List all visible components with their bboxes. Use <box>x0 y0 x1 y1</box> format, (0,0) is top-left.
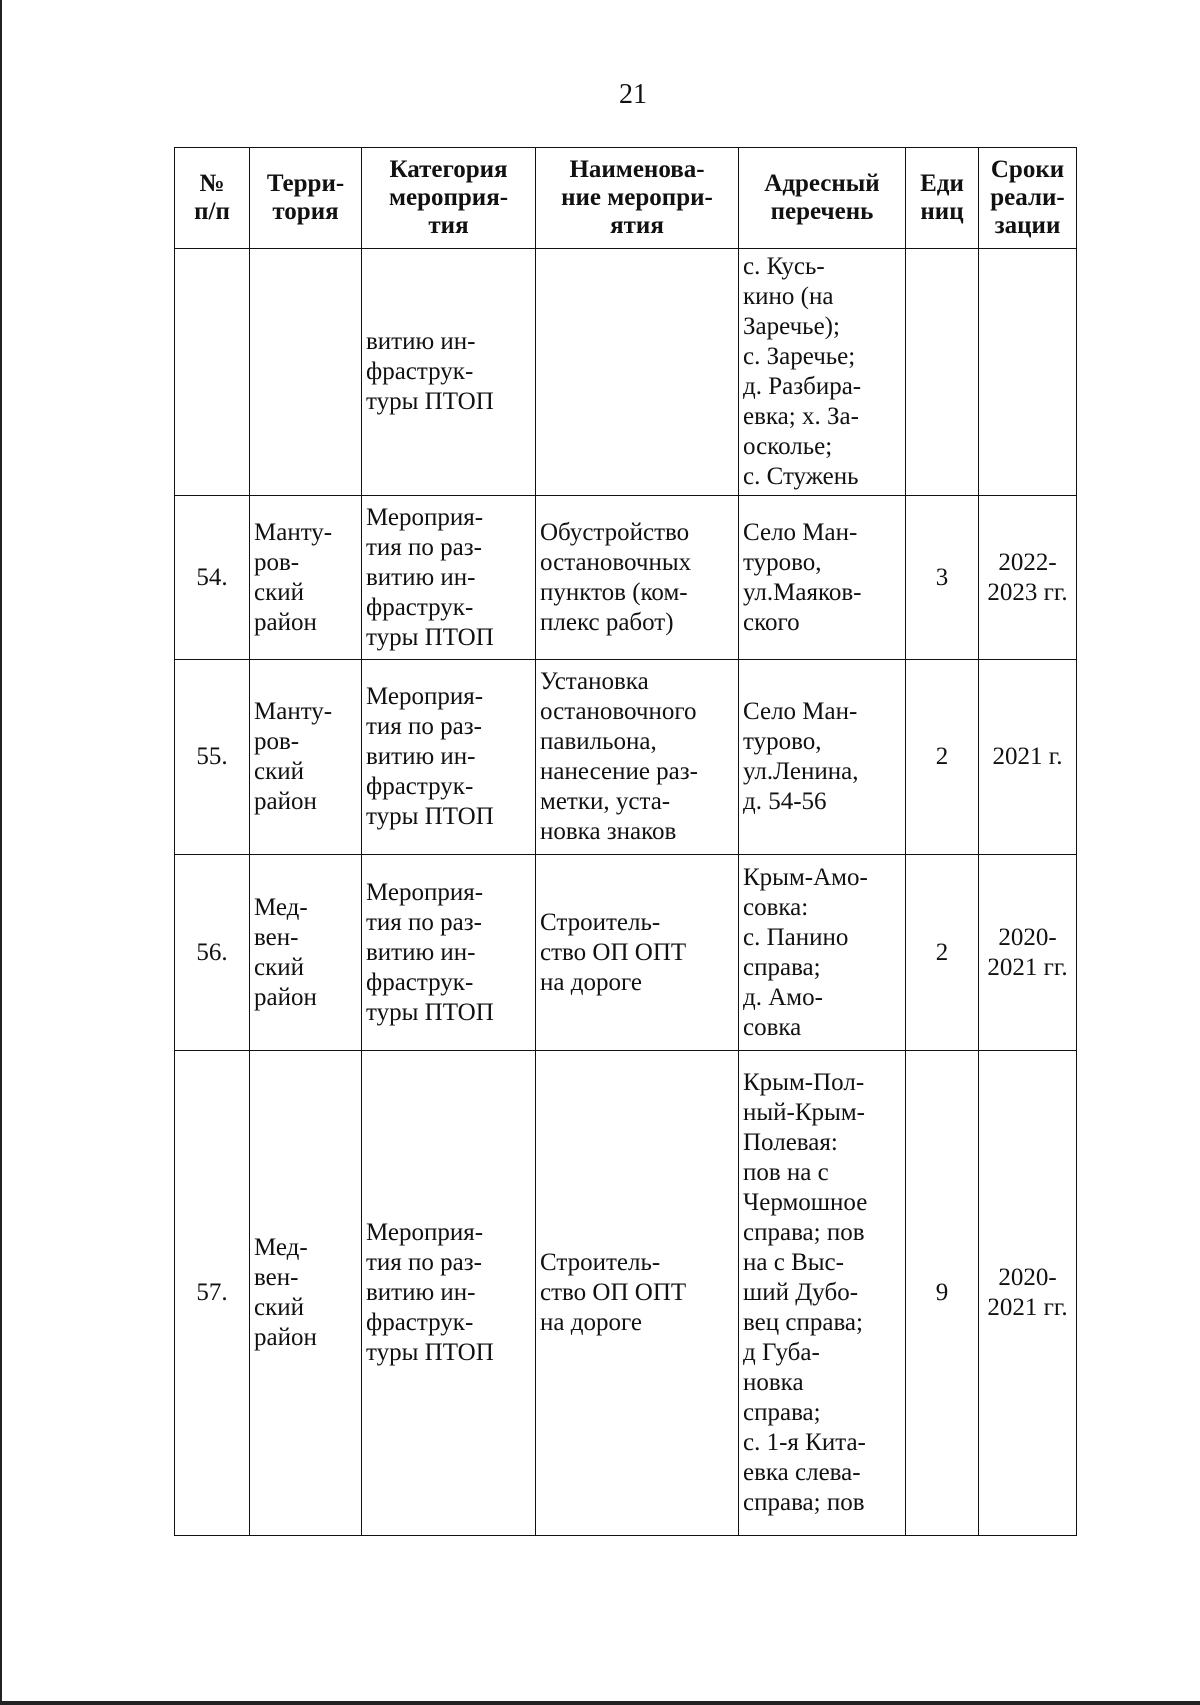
cell-territory <box>250 249 362 496</box>
header-period: Сроки реали- зации <box>979 148 1077 249</box>
cell-category: Мероприя- тия по раз- витию ин- фраструк- туры ПТОП <box>362 496 536 660</box>
cell-period: 2022- 2023 гг. <box>979 496 1077 660</box>
cell-period: 2020- 2021 гг. <box>979 1051 1077 1536</box>
cell-num: 57. <box>175 1051 250 1536</box>
cell-territory: Манту- ров- ский район <box>250 496 362 660</box>
cell-period: 2020- 2021 гг. <box>979 855 1077 1051</box>
cell-num: 55. <box>175 660 250 855</box>
cell-name: Строитель- ство ОП ОПТ на дороге <box>536 855 739 1051</box>
cell-period: 2021 г. <box>979 660 1077 855</box>
cell-name: Установка остановочного павильона, нанесение раз- метки, уста- новка знаков <box>536 660 739 855</box>
cell-num: 54. <box>175 496 250 660</box>
cell-category: Мероприя- тия по раз- витию ин- фраструк- туры ПТОП <box>362 1051 536 1536</box>
table-row <box>175 660 1077 855</box>
cell-address: с. Кусь- кино (на Заречье); с. Заречье; д. Разбира- евка; х. За- осколье; с. Стужень <box>739 249 906 496</box>
cell-territory: Манту- ров- ский район <box>250 660 362 855</box>
table-row <box>175 1051 1077 1536</box>
header-category: Категория мероприя- тия <box>362 148 536 249</box>
header-address: Адресный перечень <box>739 148 906 249</box>
cell-units: 3 <box>906 496 979 660</box>
header-units: Еди ниц <box>906 148 979 249</box>
cell-name: Строитель- ство ОП ОПТ на дороге <box>536 1051 739 1536</box>
table-row <box>175 496 1077 660</box>
scan-edge-bottom <box>0 1701 1200 1705</box>
page-number: 21 <box>619 79 647 110</box>
cell-category: витию ин- фраструк- туры ПТОП <box>362 249 536 496</box>
cell-units <box>906 249 979 496</box>
cell-units: 2 <box>906 660 979 855</box>
cell-territory: Мед- вен- ский район <box>250 855 362 1051</box>
cell-name: Обустройство остановочных пунктов (ком- плекс работ) <box>536 496 739 660</box>
table-header-row <box>175 148 1077 249</box>
cell-num <box>175 249 250 496</box>
cell-units: 9 <box>906 1051 979 1536</box>
cell-address: Крым-Амо- совка: с. Панино справа; д. Амо- совка <box>739 855 906 1051</box>
cell-name <box>536 249 739 496</box>
header-num: № п/п <box>175 148 250 249</box>
cell-units: 2 <box>906 855 979 1051</box>
measures-table <box>174 147 1077 1536</box>
cell-num: 56. <box>175 855 250 1051</box>
cell-category: Мероприя- тия по раз- витию ин- фраструк- туры ПТОП <box>362 660 536 855</box>
header-territory: Терри- тория <box>250 148 362 249</box>
cell-category: Мероприя- тия по раз- витию ин- фраструк- туры ПТОП <box>362 855 536 1051</box>
cell-address: Село Ман- турово, ул.Маяков- ского <box>739 496 906 660</box>
header-name: Наименова- ние меропри- ятия <box>536 148 739 249</box>
scan-edge-left <box>0 0 2 1705</box>
cell-address: Крым-Пол- ный-Крым- Полевая: пов на с Чермошное справа; пов на с Выс- ший Дубо- вец справа; д Губа- новка справа; с. 1-я Кита- евка слева- справа; пов <box>739 1051 906 1536</box>
cell-territory: Мед- вен- ский район <box>250 1051 362 1536</box>
table-row-continuation <box>175 249 1077 496</box>
cell-address: Село Ман- турово, ул.Ленина, д. 54-56 <box>739 660 906 855</box>
cell-period <box>979 249 1077 496</box>
table-row <box>175 855 1077 1051</box>
